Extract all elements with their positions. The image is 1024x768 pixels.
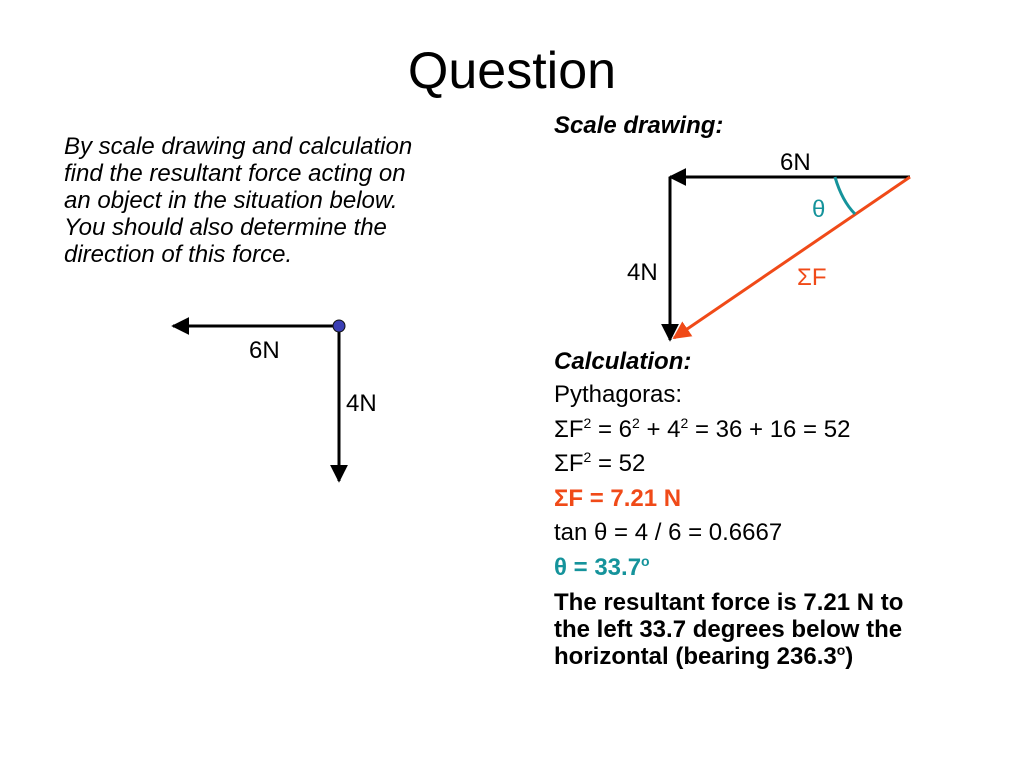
angle-result: $\theta = 33.7^o$ [554, 552, 650, 581]
angle-arc [835, 177, 855, 214]
calculation-heading: Calculation: [554, 348, 692, 375]
tan-line: tan θ = 4 / 6 = 0.6667 [554, 519, 783, 546]
conclusion-line: horizontal (bearing 236.3$^o$) [554, 642, 854, 670]
conclusion-line: The resultant force is 7.21 N to [554, 589, 904, 616]
left-6n-label: 6N [249, 337, 280, 364]
question-line: direction of this force. [64, 241, 293, 268]
calculation-block [554, 378, 1014, 670]
method-line: Pythagoras: [554, 381, 683, 408]
object-dot [333, 320, 345, 332]
equation-line-2: $\Sigma F^2 = 52$ [554, 449, 646, 477]
question-line: By scale drawing and calculation [64, 133, 413, 160]
conclusion-line: the left 33.7 degrees below the [554, 616, 903, 643]
equation-line-1: $\Sigma F^2 = 6^2 + 4^2 = 36 + 16 = 52$ [554, 414, 851, 443]
resultant-arrow [674, 177, 910, 338]
scale-4n-label: 4N [627, 259, 658, 286]
question-line: find the resultant force acting on [64, 160, 406, 187]
question-line: You should also determine the [64, 214, 387, 241]
question-line: an object in the situation below. [64, 187, 398, 214]
conclusion-text [554, 589, 1014, 670]
scale-6n-label: 6N [780, 149, 811, 176]
scale-drawing-heading: Scale drawing: [554, 112, 724, 139]
resultant-label: ΣF [797, 264, 827, 291]
left-4n-label: 4N [346, 390, 377, 417]
resultant-result: ΣF = 7.21 N [554, 484, 682, 512]
page-title: Question [407, 42, 617, 100]
angle-label: θ [812, 196, 826, 223]
